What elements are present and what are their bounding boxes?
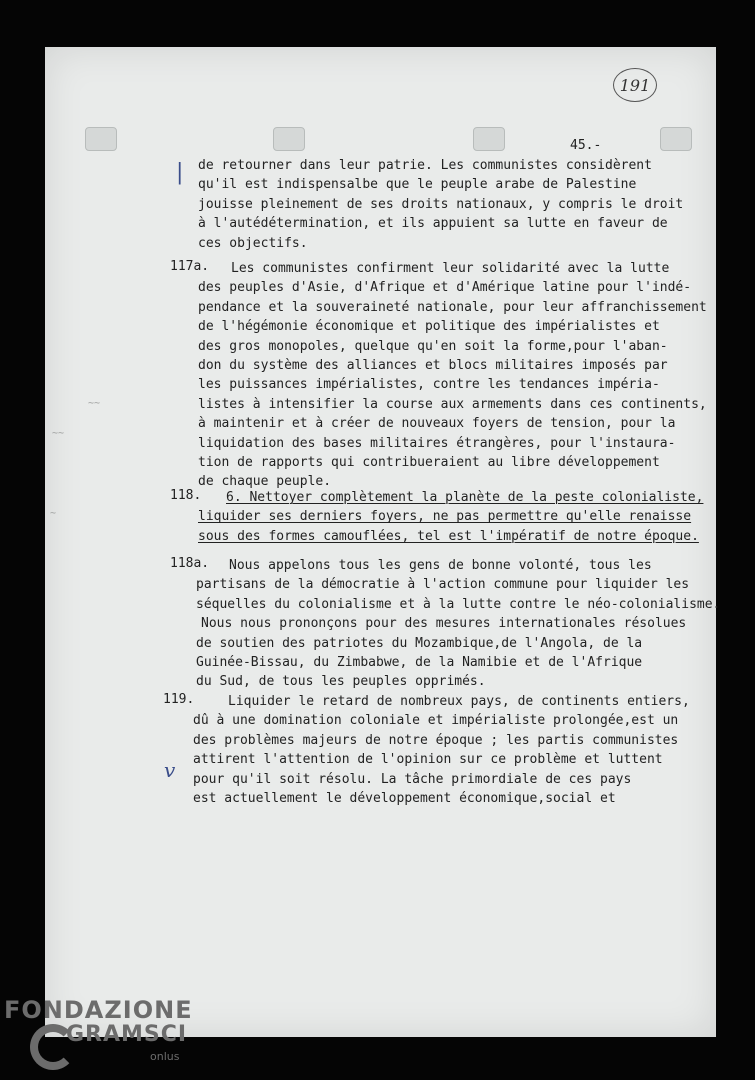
margin-smudge: ~~ [52,428,65,439]
text-line: à l'autédétermination, et ils appuient sa lutte en faveur de [198,216,668,232]
text-line: à maintenir et à créer de nouveaux foyers de tension, pour la [198,416,676,432]
binder-clip [273,127,305,151]
margin-smudge: ~ [50,508,57,519]
watermark-line2: GRAMSCI [66,1022,188,1047]
text-line: du Sud, de tous les peuples opprimés. [196,674,486,690]
text-line: jouisse pleinement de ses droits nationaux, y compris le droit [198,196,684,212]
text-line: ces objectifs. [198,235,308,251]
paragraph [198,156,683,253]
text-line: de retourner dans leur patrie. Les communistes considèrent [198,158,652,173]
binder-clip [473,127,505,151]
paragraph-label: 118a. [170,556,210,571]
text-line: 6. Nettoyer complètement la planète de la peste colonialiste, [226,490,704,505]
paragraph [193,692,690,808]
text-line: de l'hégémonie économique et politique des impérialistes et [198,319,660,335]
watermark-line1: FONDAZIONE [4,996,193,1024]
text-line: Les communistes confirment leur solidarité avec la lutte [231,261,670,276]
binder-clip [660,127,692,151]
text-line: est actuellement le développement économique,social et [193,790,616,806]
text-line: qu'il est indispensalbe que le peuple arabe de Palestine [198,177,637,193]
margin-check-mark-icon: v [164,758,176,782]
text-line: Guinée-Bissau, du Zimbabwe, de la Namibie et de l'Afrique [196,654,643,670]
binder-clip [85,127,117,151]
text-line: de soutien des patriotes du Mozambique,de l'Angola, de la [196,635,643,651]
paragraph-label: 118. [170,488,202,503]
archive-stamp: 191 [613,68,657,102]
paragraph [196,556,720,692]
text-line: pour qu'il soit résolu. La tâche primordiale de ces pays [193,771,632,787]
text-line: des gros monopoles, quelque qu'en soit la forme,pour l'aban- [198,338,668,354]
text-line: liquidation des bases militaires étrangères, pour l'instaura- [198,435,676,451]
text-line: don du système des alliances et blocs militaires imposés par [198,357,668,373]
paragraph-label: 119. [163,692,195,707]
text-line: pendance et la souveraineté nationale, pour leur affranchissement [198,299,707,315]
paragraph [198,259,707,492]
watermark-line3: onlus [150,1050,180,1063]
text-line: sous des formes camouflées, tel est l'impératif de notre époque. [198,528,699,544]
paragraph-label: 117a. [170,259,210,274]
margin-check-mark-icon: | [176,160,184,185]
text-line: liquider ses derniers foyers, ne pas permettre qu'elle renaisse [198,509,692,525]
margin-smudge: ~~ [88,398,101,409]
text-line: des peuples d'Asie, d'Afrique et d'Amérique latine pour l'indé- [198,280,692,296]
paragraph [198,488,703,546]
text-line: séquelles du colonialisme et à la lutte contre le néo-colonialisme. [196,596,721,612]
text-line: Nous nous prononçons pour des mesures internationales résolues [201,616,687,632]
text-line: Liquider le retard de nombreux pays, de continents entiers, [228,694,690,709]
text-line: tion de rapports qui contribueraient au libre développement [198,454,660,470]
text-line: attirent l'attention de l'opinion sur ce problème et luttent [193,752,663,768]
text-line: partisans de la démocratie à l'action commune pour liquider les [196,577,690,593]
text-line: Nous appelons tous les gens de bonne volonté, tous les [229,558,652,573]
page-number: 45.- [570,138,602,153]
text-line: les puissances impérialistes, contre les tendances impéria- [198,377,660,393]
text-line: listes à intensifier la course aux armements dans ces continents, [198,396,707,412]
text-line: dû à une domination coloniale et impérialiste prolongée,est un [193,713,679,729]
text-line: des problèmes majeurs de notre époque ; les partis communistes [193,732,679,748]
archive-watermark-logo [4,996,204,1076]
text-line: de chaque peuple. [198,474,332,490]
